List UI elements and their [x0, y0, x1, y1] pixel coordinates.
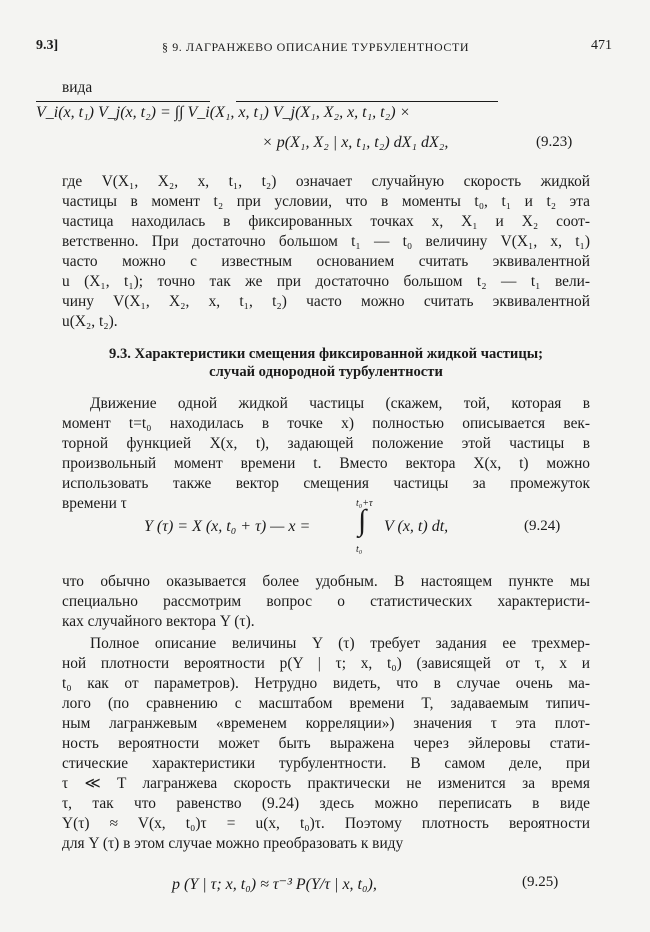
header-chapter-title: § 9. ЛАГРАНЖЕВО ОПИСАНИЕ ТУРБУЛЕНТНОСТИ: [162, 40, 470, 54]
para4-line-11: для Y (τ) в этом случае можно преобразовать к виду: [62, 835, 404, 852]
para2-line-1: Движение одной жидкой частицы (скажем, той, которая в: [90, 395, 590, 412]
header-section-number: 9.3]: [36, 38, 59, 53]
eq-9-23-number: (9.23): [536, 134, 573, 150]
para3-line-1: что обычно оказывается более удобным. В настоящем пункте мы: [62, 573, 590, 590]
eq-9-24-integrand: V (x, t) dt,: [384, 518, 449, 535]
integral-sign: ∫: [358, 504, 367, 537]
para3-line-2: специально рассмотрим вопрос о статистических характеристи-: [62, 593, 590, 610]
para1-line-1: где V(X₁, X₂, x, t₁, t₂) означает случайную скорость жидкой: [62, 173, 590, 190]
para2-line-4: произвольный момент времени t. Вместо вектора X(x, t) можно: [62, 455, 590, 472]
para2-line-3: торной функцией X(x, t), задающей положение этой частицы в: [62, 435, 590, 452]
para4-line-3: t₀ как от параметров). Нетрудно видеть, что в случае очень ма-: [62, 675, 590, 692]
para4-line-9: τ, так что равенство (9.24) здесь можно переписать в виде: [62, 795, 590, 812]
para4-line-7: стические характеристики турбулентности. В самом деле, при: [62, 755, 590, 772]
intro-word: вида: [62, 79, 93, 96]
para4-line-5: ным лагранжевым «временем корреляции») значения τ эта плот-: [62, 715, 590, 732]
para4-line-4: лого (по сравнению с масштабом времени T, задаваемым типич-: [62, 695, 590, 712]
eq-9-23-overline-left: [36, 101, 210, 102]
eq-9-23-overline-right: [236, 101, 498, 102]
para1-line-2: частицы в момент t₂ при условии, что в моменты t₀, t₁ и t₂ эта: [62, 193, 590, 210]
section-heading-line-2: случай однородной турбулентности: [209, 364, 443, 380]
para1-line-7: чину V(X₁, X₂, x, t₁, t₂) часто можно считать эквивалентной: [62, 293, 590, 310]
para4-line-10: Y(τ) ≈ V(x, t₀)τ = u(x, t₀)τ. Поэтому плотность вероятности: [62, 815, 590, 832]
section-heading-line-1: 9.3. Характеристики смещения фиксированной жидкой частицы;: [109, 346, 543, 362]
para2-line-2: момент t=t₀ находилась в точке x) полностью описывается век-: [62, 415, 590, 432]
running-header: [36, 38, 614, 60]
header-page-number: 471: [591, 38, 612, 53]
para2-line-5: использовать также вектор смещения частицы за промежуток: [62, 475, 590, 492]
para4-line-6: ность вероятности может быть выражена через эйлеровы стати-: [62, 735, 590, 752]
para4-line-8: τ ≪ T лагранжева скорость практически не изменится за время: [62, 775, 590, 792]
eq-9-25-number: (9.25): [522, 874, 559, 890]
eq-9-24-lower-limit: t₀: [356, 544, 363, 555]
para1-line-3: частица находилась в фиксированных точках x, X₁ и X₂ соот-: [62, 213, 590, 230]
eq-9-25-expression: p (Y | τ; x, t₀) ≈ τ⁻³ P(Y/τ | x, t₀),: [172, 876, 377, 893]
para1-line-5: часто можно с известным основанием считать эквивалентной: [62, 253, 590, 270]
para1-line-4: ветственно. При достаточно большом t₁ — t₀ величину V(X₁, x, t₁): [62, 233, 590, 250]
eq-9-24-upper-limit: t₀+τ: [356, 498, 373, 509]
eq-9-24-number: (9.24): [524, 518, 561, 534]
para1-line-6: u (X₁, t₁); точно так же при достаточно большом t₂ — t₁ вели-: [62, 273, 590, 290]
para1-line-8: u(X₂, t₂).: [62, 313, 118, 330]
eq-9-24-lhs: Y (τ) = X (x, t₀ + τ) — x =: [144, 518, 311, 535]
eq-9-23-line2: × p(X₁, X₂ | x, t₁, t₂) dX₁ dX₂,: [262, 134, 449, 151]
eq-9-23-line1: V_i(x, t₁) V_j(x, t₂) = ∫∫ V_i(X₁, x, t₁) V_j(X₁, X₂, x, t₁, t₂) ×: [36, 104, 411, 121]
para4-line-1: Полное описание величины Y (τ) требует задания ее трехмер-: [90, 635, 590, 652]
para2-line-6: времени τ: [62, 495, 127, 512]
para3-line-3: ках случайного вектора Y (τ).: [62, 613, 255, 630]
para4-line-2: ной плотности вероятности p(Y | τ; x, t₀) (зависящей от τ, x и: [62, 655, 590, 672]
